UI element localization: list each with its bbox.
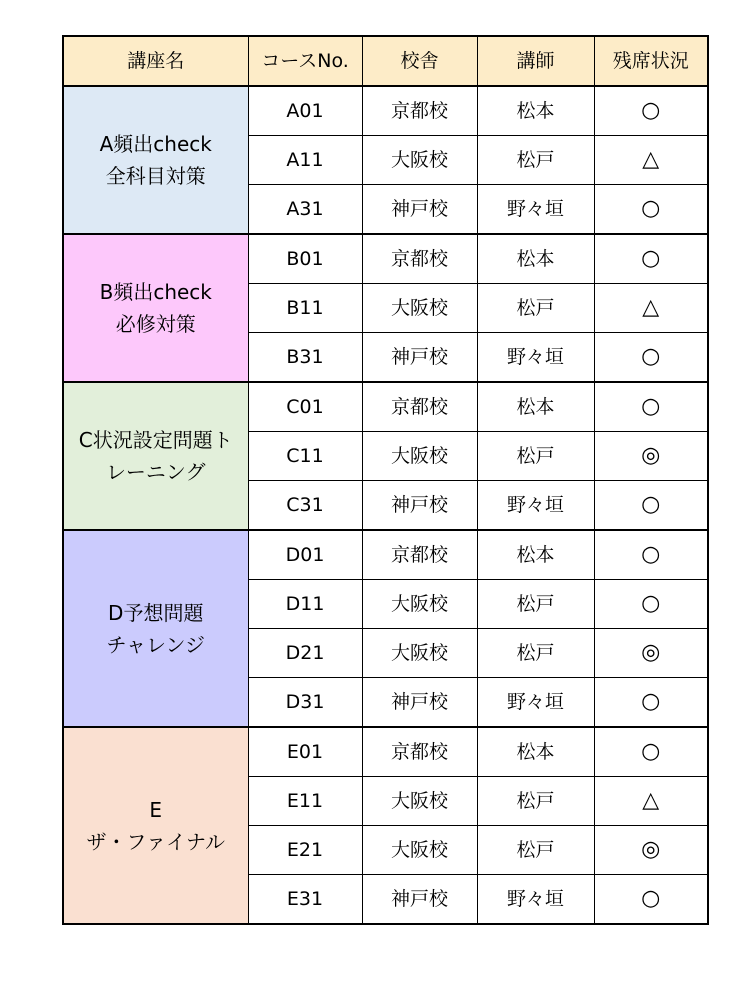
course-name-line2: 全科目対策: [105, 164, 206, 188]
course-name-cell: [63, 382, 248, 530]
campus-cell: 大阪校: [362, 136, 477, 185]
campus-cell: 京都校: [362, 530, 477, 580]
course-number-cell: E11: [248, 777, 362, 826]
teacher-cell: 松戸: [477, 136, 594, 185]
course-number-cell: E01: [248, 727, 362, 777]
table-row: [63, 530, 708, 580]
table-row: [63, 727, 708, 777]
course-schedule-table: [62, 35, 709, 925]
campus-cell: 大阪校: [362, 777, 477, 826]
course-name-cell: [63, 530, 248, 727]
campus-cell: 京都校: [362, 382, 477, 432]
seat-status-cell: ◎: [594, 826, 708, 875]
seat-status-cell: ○: [594, 234, 708, 284]
course-name-cell: [63, 234, 248, 382]
seat-status-cell: ○: [594, 86, 708, 136]
course-name-line2: ザ・ファイナル: [86, 829, 226, 854]
table-row: [63, 86, 708, 136]
course-number-cell: A31: [248, 185, 362, 235]
campus-cell: 神戸校: [362, 185, 477, 235]
teacher-cell: 松戸: [477, 284, 594, 333]
teacher-cell: 野々垣: [477, 875, 594, 925]
seat-status-cell: ○: [594, 875, 708, 925]
course-name-line2: レーニング: [105, 460, 206, 484]
course-number-cell: B01: [248, 234, 362, 284]
table-row: [63, 382, 708, 432]
course-name-cell: [63, 86, 248, 234]
teacher-cell: 松戸: [477, 432, 594, 481]
course-number-cell: A01: [248, 86, 362, 136]
seat-status-cell: ○: [594, 481, 708, 531]
course-number-cell: E21: [248, 826, 362, 875]
table-body: [63, 86, 708, 924]
course-number-cell: C11: [248, 432, 362, 481]
seat-status-cell: ◎: [594, 432, 708, 481]
teacher-cell: 野々垣: [477, 185, 594, 235]
course-name-cell: [63, 727, 248, 924]
course-number-cell: B31: [248, 333, 362, 383]
teacher-cell: 松戸: [477, 580, 594, 629]
campus-cell: 大阪校: [362, 580, 477, 629]
teacher-cell: 松本: [477, 530, 594, 580]
course-name-line1: D予想問題: [108, 600, 204, 625]
header-course-number: コースNo.: [248, 36, 362, 86]
course-number-cell: A11: [248, 136, 362, 185]
campus-cell: 神戸校: [362, 875, 477, 925]
teacher-cell: 野々垣: [477, 481, 594, 531]
seat-status-cell: △: [594, 284, 708, 333]
campus-cell: 京都校: [362, 727, 477, 777]
course-name-line1: C状況設定問題ト: [78, 428, 233, 452]
campus-cell: 京都校: [362, 234, 477, 284]
course-name-line2: 必修対策: [115, 312, 196, 336]
campus-cell: 大阪校: [362, 432, 477, 481]
seat-status-cell: ○: [594, 727, 708, 777]
schedule-table-wrapper: [62, 35, 709, 925]
teacher-cell: 松戸: [477, 826, 594, 875]
course-number-cell: B11: [248, 284, 362, 333]
campus-cell: 神戸校: [362, 333, 477, 383]
teacher-cell: 松本: [477, 86, 594, 136]
campus-cell: 大阪校: [362, 826, 477, 875]
campus-cell: 大阪校: [362, 629, 477, 678]
teacher-cell: 松戸: [477, 629, 594, 678]
seat-status-cell: ○: [594, 333, 708, 383]
table-row: [63, 234, 708, 284]
course-name-line2: チャレンジ: [106, 632, 205, 657]
course-number-cell: C01: [248, 382, 362, 432]
course-number-cell: D01: [248, 530, 362, 580]
seat-status-cell: ○: [594, 185, 708, 235]
campus-cell: 神戸校: [362, 678, 477, 728]
teacher-cell: 松本: [477, 727, 594, 777]
header-row: [63, 36, 708, 86]
teacher-cell: 野々垣: [477, 333, 594, 383]
teacher-cell: 松戸: [477, 777, 594, 826]
course-number-cell: D21: [248, 629, 362, 678]
course-name-line1: B頻出check: [99, 280, 212, 304]
course-name-line1: E: [149, 797, 163, 822]
course-number-cell: C31: [248, 481, 362, 531]
course-name-line1: A頻出check: [99, 132, 212, 156]
seat-status-cell: ○: [594, 678, 708, 728]
teacher-cell: 松本: [477, 382, 594, 432]
header-campus: 校舎: [362, 36, 477, 86]
campus-cell: 大阪校: [362, 284, 477, 333]
seat-status-cell: ○: [594, 530, 708, 580]
header-teacher: 講師: [477, 36, 594, 86]
course-number-cell: D31: [248, 678, 362, 728]
header-course-name: 講座名: [63, 36, 248, 86]
seat-status-cell: △: [594, 136, 708, 185]
seat-status-cell: ○: [594, 580, 708, 629]
campus-cell: 京都校: [362, 86, 477, 136]
course-number-cell: E31: [248, 875, 362, 925]
seat-status-cell: △: [594, 777, 708, 826]
teacher-cell: 松本: [477, 234, 594, 284]
seat-status-cell: ○: [594, 382, 708, 432]
header-seat-status: 残席状況: [594, 36, 708, 86]
course-number-cell: D11: [248, 580, 362, 629]
campus-cell: 神戸校: [362, 481, 477, 531]
seat-status-cell: ◎: [594, 629, 708, 678]
teacher-cell: 野々垣: [477, 678, 594, 728]
